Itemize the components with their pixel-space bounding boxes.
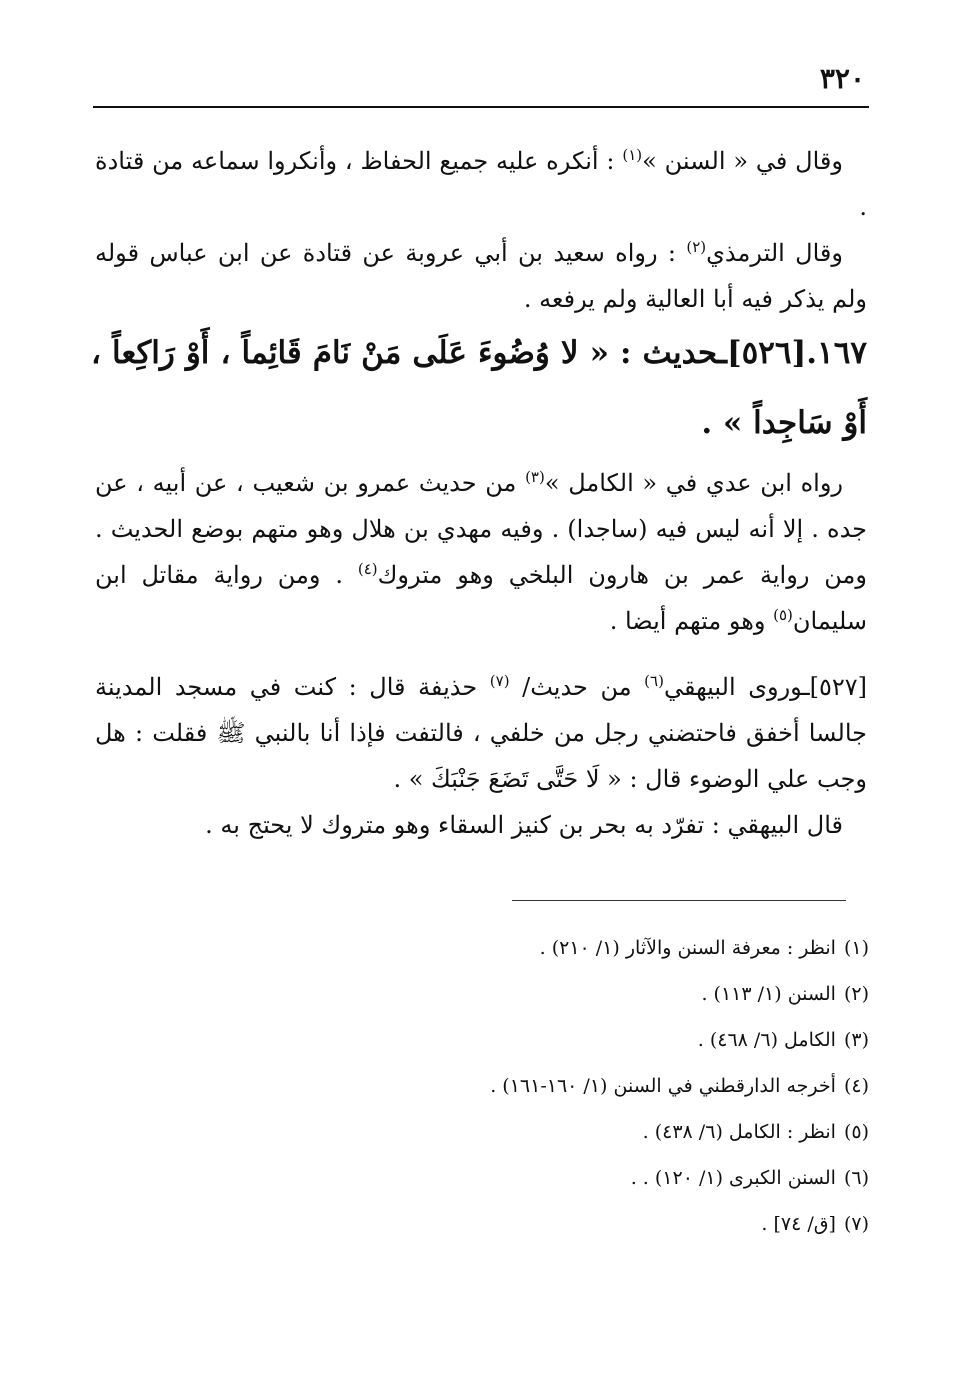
footnote-text: [ق/ ٧٤] . (761, 1213, 836, 1235)
text-segment: وقال في « السنن » (642, 147, 843, 175)
text-segment: [٥٢٧]ـوروى البيهقي (663, 673, 868, 701)
paragraph-bayhaqi-note: قال البيهقي : تفرّد به بحر بن كنيز السقاء وهو متروك لا يحتج به . (205, 811, 843, 839)
footnote-number: (٥) (843, 1121, 869, 1143)
text-segment: وقال الترمذي (706, 239, 843, 267)
footnote-number: (٢) (843, 983, 869, 1005)
footnote-item (169, 1201, 869, 1247)
text-segment: وهو متهم أيضا . (609, 607, 774, 635)
footnotes (169, 925, 869, 1247)
text-segment: من حديث عمرو بن شعيب ، عن أبيه ، عن جده . إلا أنه ليس فيه (ساجدا) . وفيه مهدي بن هلال وهو متهم بوضع الحديث . ومن رواية عمر بن هارون البلخي وهو متروك (95, 469, 867, 589)
text-segment: . ومن رواية مقاتل ابن سليمان (95, 561, 867, 635)
page-number: ٣٢٠ (819, 62, 865, 95)
footnote-ref-6: (٦) (644, 672, 664, 690)
footnote-item (169, 971, 869, 1017)
footnote-text: أخرجه الدارقطني في السنن (١/ ١٦٠-١٦١) . (490, 1075, 836, 1097)
text-segment: : رواه سعيد بن أبي عروبة عن قتادة عن ابن عباس قوله ولم يذكر فيه أبا العالية ولم يرفعه . (95, 239, 867, 313)
footnote-ref-1: (١) (622, 146, 643, 164)
commentary-paragraph (95, 460, 867, 644)
opening-paragraphs (95, 138, 867, 322)
text-segment: من حديث/ (509, 673, 645, 701)
paragraph-tirmidhi (95, 230, 867, 322)
paragraph-bayhaqi-narration (95, 664, 867, 802)
footnote-rule (512, 900, 846, 901)
footnote-number: (٣) (843, 1029, 869, 1051)
footnote-text: السنن الكبرى (١/ ١٢٠) . . (630, 1167, 836, 1189)
footnote-number: (٤) (843, 1075, 869, 1097)
header-rule (93, 106, 869, 108)
footnote-number: (٦) (843, 1167, 869, 1189)
footnote-item (169, 1063, 869, 1109)
paragraph-sunan (95, 138, 867, 230)
hadith-heading: ١٦٧.[٥٢٦]ـحديث : « لا وُضُوءَ عَلَى مَنْ نَامَ قَائِماً ، أَوْ رَاكِعاً ، أَوْ سَاجِداً » . (91, 335, 867, 441)
footnote-ref-7: (٧) (489, 672, 510, 690)
text-segment: رواه ابن عدي في « الكامل » (544, 469, 843, 497)
text-segment: حذيفة قال : كنت في مسجد المدينة جالسا أخفق فاحتضني رجل من خلفي ، فالتفت فإذا أنا بالنبي ﷺ فقلت : هل وجب علي الوضوء قال : « لَا حَتَّى تَضَعَ جَنْبَكَ » . (95, 673, 867, 793)
footnote-text: الكامل (٦/ ٤٦٨) . (697, 1029, 836, 1051)
bayhaqi-paragraphs (95, 664, 867, 848)
text-segment: : أنكره عليه جميع الحفاظ ، وأنكروا سماعه من قتادة . (95, 147, 867, 221)
paragraph-ibn-adi (95, 460, 867, 644)
footnote-number: (٧) (843, 1213, 869, 1235)
footnote-text: انظر : الكامل (٦/ ٤٣٨) . (642, 1121, 836, 1143)
footnote-text: السنن (١/ ١١٣) . (701, 983, 836, 1005)
footnote-item (169, 925, 869, 971)
footnote-ref-5: (٥) (773, 606, 793, 624)
footnote-ref-3: (٣) (525, 468, 545, 486)
footnote-item (169, 1155, 869, 1201)
footnote-ref-4: (٤) (357, 560, 378, 578)
footnote-text: انظر : معرفة السنن والآثار (١/ ٢١٠) . (539, 937, 836, 959)
footnote-number: (١) (843, 937, 869, 959)
footnote-item (169, 1017, 869, 1063)
footnote-ref-2: (٢) (686, 238, 707, 256)
footnote-item (169, 1109, 869, 1155)
